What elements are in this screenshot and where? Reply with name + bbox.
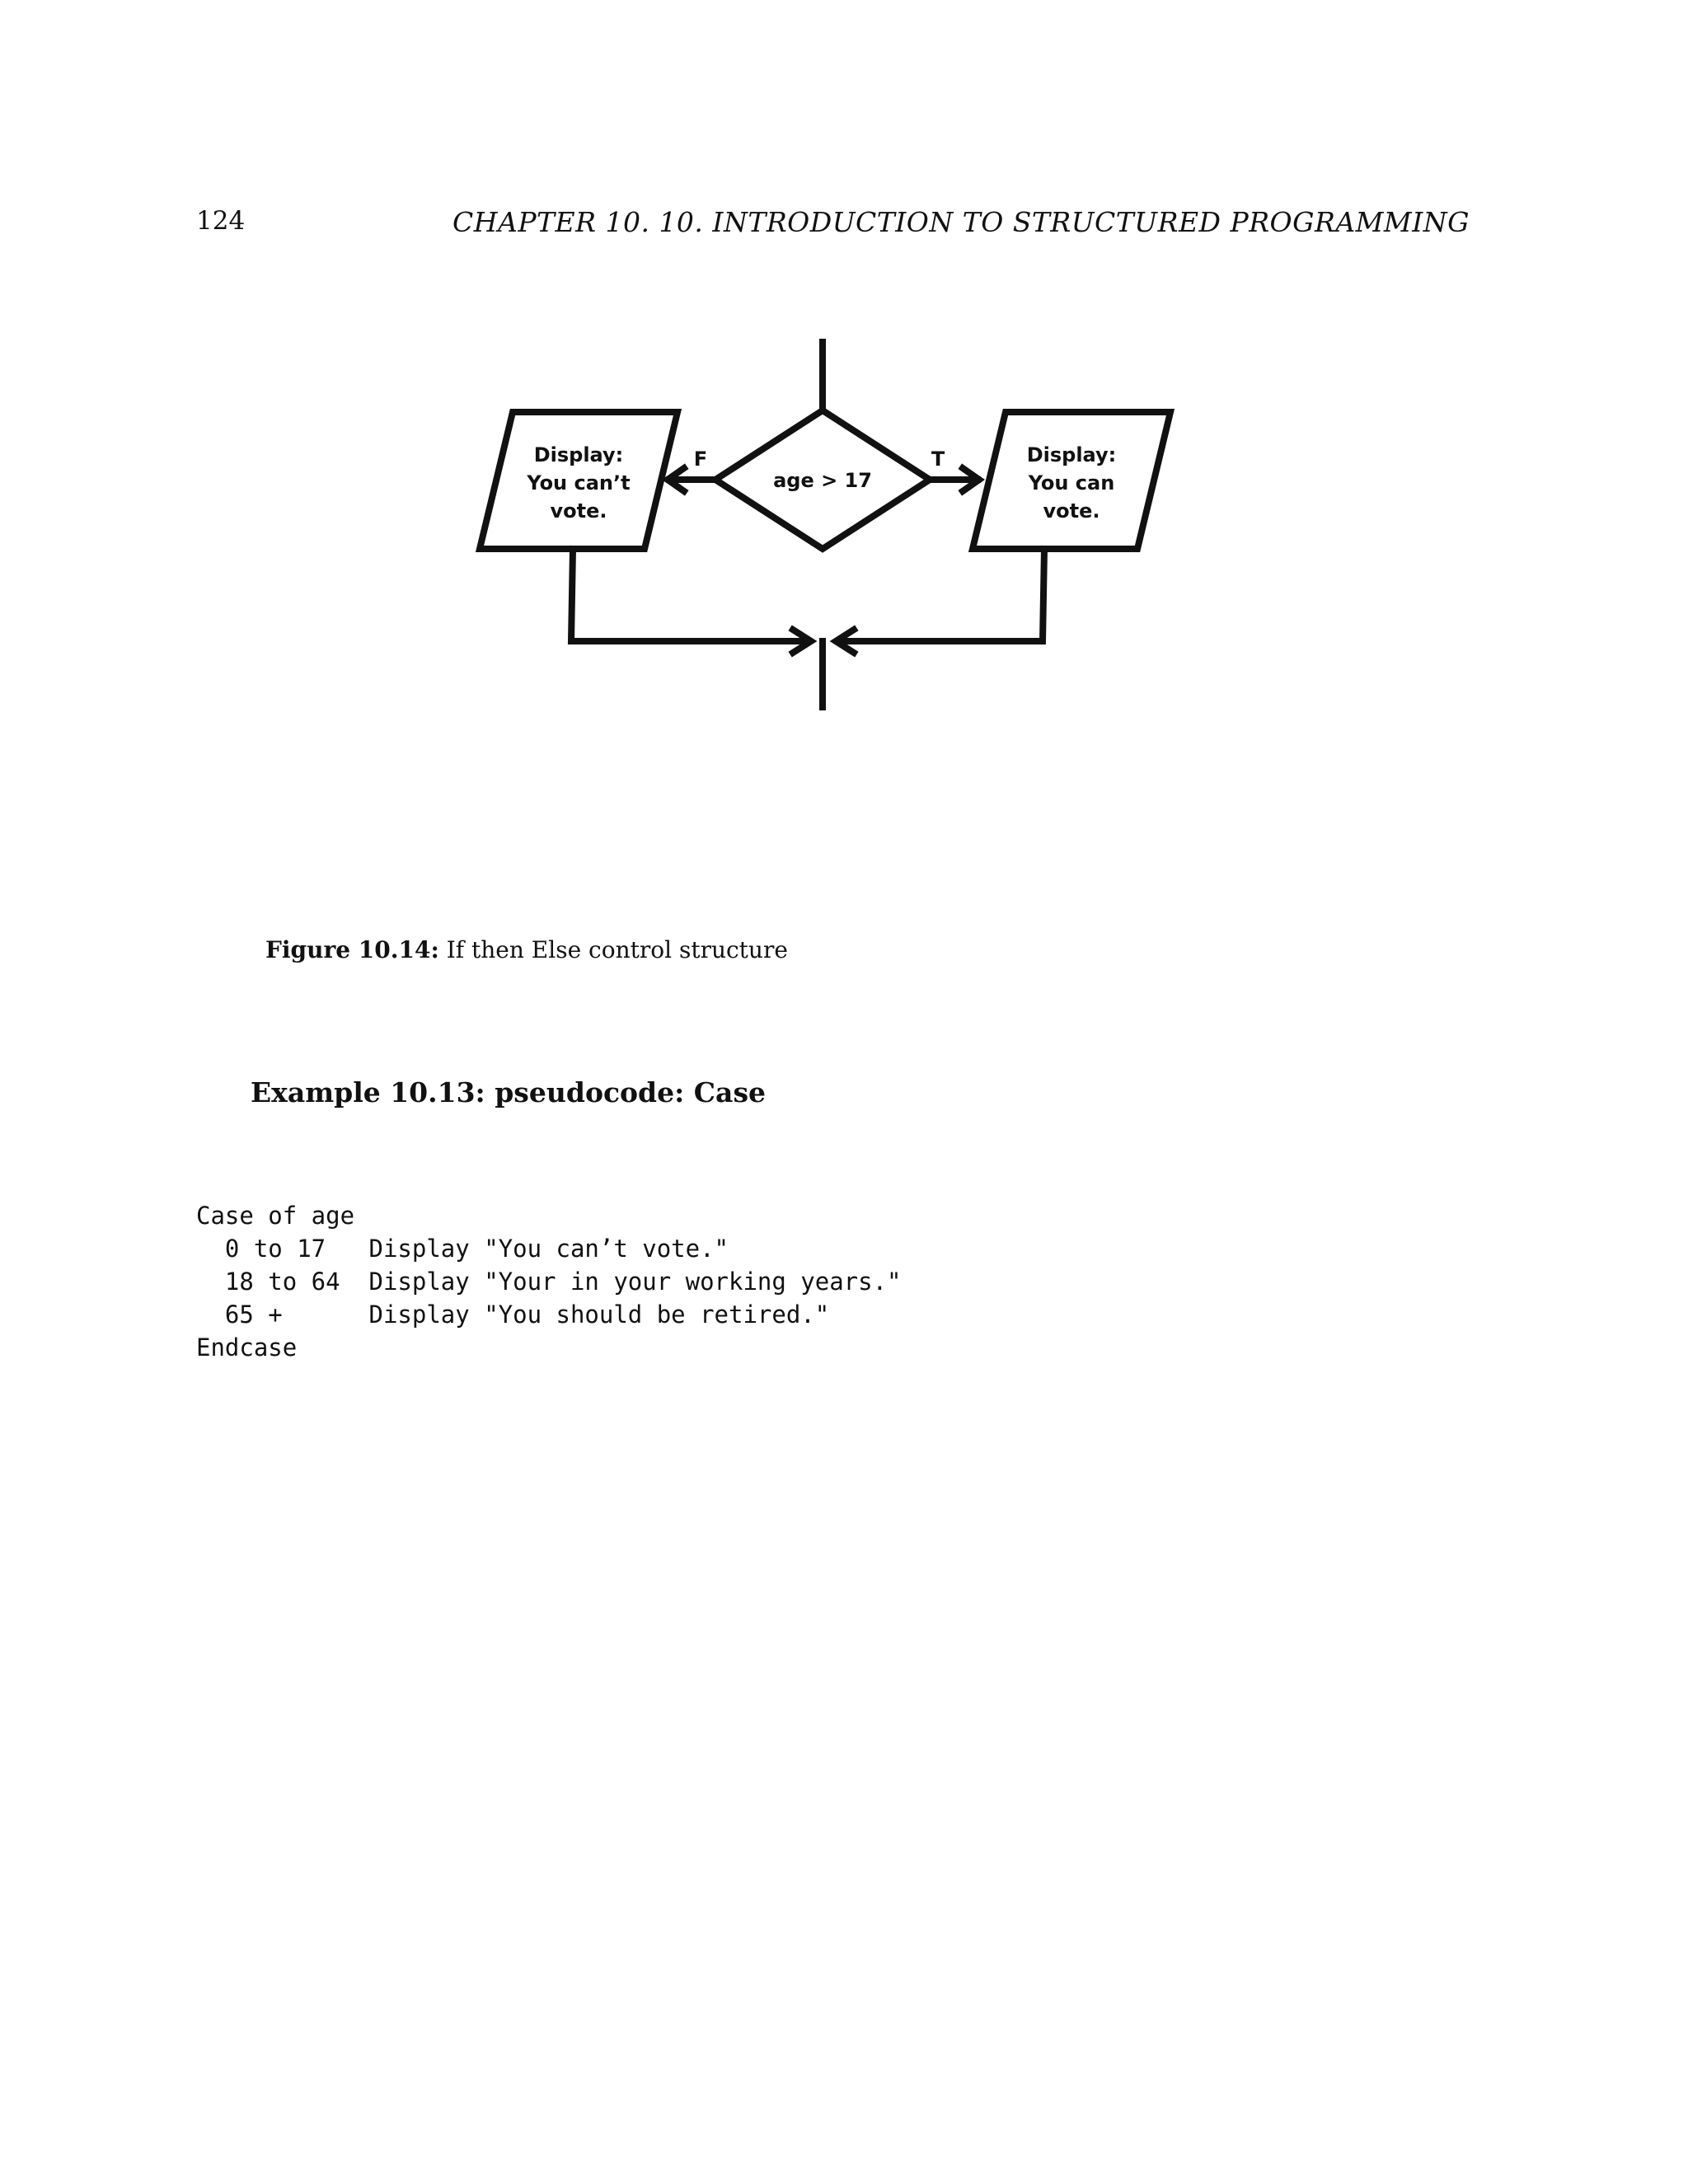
code-line: 65 + Display "You should be retired." bbox=[196, 1301, 830, 1329]
code-line: Endcase bbox=[196, 1333, 298, 1361]
figure-caption bbox=[265, 936, 788, 963]
figure-caption-text: If then Else control structure bbox=[446, 936, 788, 963]
left-box-line-2: You can’t bbox=[527, 471, 631, 494]
code-line: 0 to 17 Display "You can’t vote." bbox=[196, 1235, 729, 1263]
figure-caption-label: Figure 10.14: bbox=[265, 936, 439, 963]
false-label: F bbox=[693, 448, 708, 471]
page-number: 124 bbox=[196, 206, 246, 236]
right-box-line-2: You can bbox=[1028, 471, 1115, 494]
true-label: T bbox=[931, 448, 945, 471]
right-box-line-1: Display: bbox=[1026, 443, 1117, 466]
merge-left-line bbox=[571, 549, 808, 641]
example-title: Example 10.13: pseudocode: Case bbox=[251, 1076, 767, 1108]
right-box-line-3: vote. bbox=[1043, 499, 1100, 523]
merge-right-line bbox=[839, 549, 1044, 641]
left-box-line-1: Display: bbox=[533, 443, 624, 466]
flowchart-figure bbox=[462, 338, 1203, 733]
decision-label: age > 17 bbox=[773, 469, 872, 492]
code-line: Case of age bbox=[196, 1202, 355, 1230]
pseudocode-block bbox=[196, 1199, 902, 1364]
running-header: CHAPTER 10. 10. INTRODUCTION TO STRUCTURED PROGRAMMING bbox=[452, 206, 1470, 238]
code-line: 18 to 64 Display "Your in your working years." bbox=[196, 1268, 902, 1296]
left-box-line-3: vote. bbox=[550, 499, 607, 523]
